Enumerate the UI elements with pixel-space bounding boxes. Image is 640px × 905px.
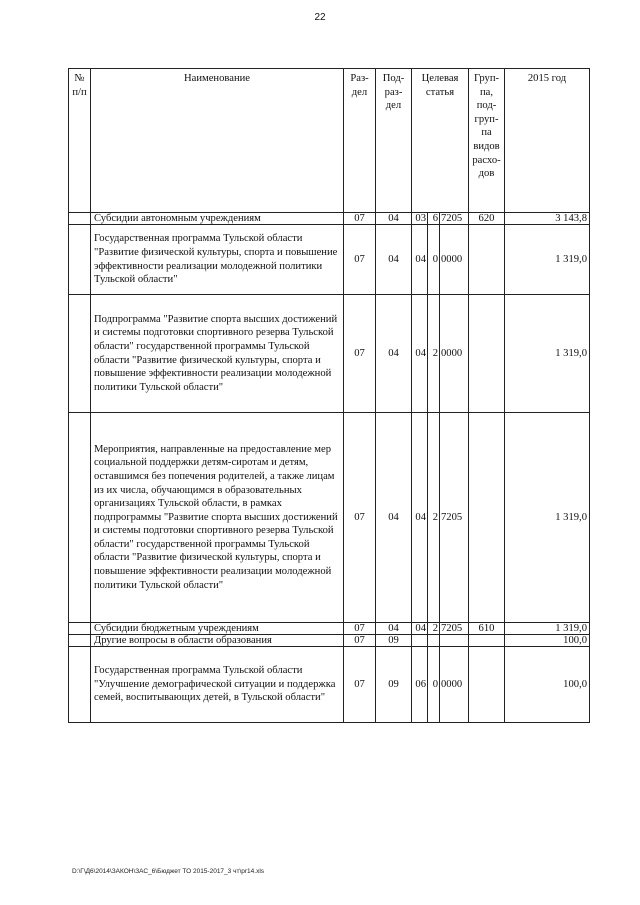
cell-num — [69, 213, 91, 225]
cell-cs1: 04 — [412, 295, 428, 413]
header-target: Целевая статья — [412, 69, 469, 213]
table-row — [69, 647, 590, 723]
cell-cs1: 03 — [412, 213, 428, 225]
cell-group — [469, 647, 505, 723]
cell-section: 07 — [344, 635, 376, 647]
cell-group: 620 — [469, 213, 505, 225]
cell-section: 07 — [344, 225, 376, 295]
cell-name: Субсидии автономным учреждениям — [91, 213, 344, 225]
cell-section: 07 — [344, 295, 376, 413]
header-group: Груп-па, под-груп-па видов расхо-дов — [469, 69, 505, 213]
cell-name: Государственная программа Тульской области "Развитие физической культуры, спорта и повышение эффективности реализации молодежной политики Тульской области" — [91, 225, 344, 295]
cell-group — [469, 635, 505, 647]
cell-subsection: 04 — [376, 225, 412, 295]
cell-amount: 1 319,0 — [505, 225, 590, 295]
cell-section: 07 — [344, 413, 376, 623]
cell-amount: 100,0 — [505, 647, 590, 723]
cell-subsection: 09 — [376, 635, 412, 647]
cell-group: 610 — [469, 623, 505, 635]
cell-amount: 3 143,8 — [505, 213, 590, 225]
cell-subsection: 04 — [376, 623, 412, 635]
header-section: Раз-дел — [344, 69, 376, 213]
cell-cs3: 0000 — [440, 295, 469, 413]
cell-cs2 — [428, 635, 440, 647]
cell-num — [69, 413, 91, 623]
cell-cs1: 04 — [412, 413, 428, 623]
header-year: 2015 год — [505, 69, 590, 213]
cell-cs2: 2 — [428, 413, 440, 623]
cell-cs1: 06 — [412, 647, 428, 723]
cell-cs2: 6 — [428, 213, 440, 225]
cell-subsection: 04 — [376, 213, 412, 225]
cell-name: Субсидии бюджетным учреждениям — [91, 623, 344, 635]
header-subsection: Под-раз-дел — [376, 69, 412, 213]
cell-num — [69, 623, 91, 635]
table-row — [69, 635, 590, 647]
table-row — [69, 623, 590, 635]
cell-amount: 100,0 — [505, 635, 590, 647]
cell-num — [69, 635, 91, 647]
cell-subsection: 04 — [376, 295, 412, 413]
cell-num — [69, 647, 91, 723]
cell-cs3: 7205 — [440, 623, 469, 635]
cell-cs3: 7205 — [440, 213, 469, 225]
budget-table — [68, 68, 590, 723]
table-row — [69, 413, 590, 623]
cell-subsection: 09 — [376, 647, 412, 723]
page-number: 22 — [314, 12, 326, 23]
cell-num — [69, 295, 91, 413]
header-num: № п/п — [69, 69, 91, 213]
cell-cs2: 0 — [428, 225, 440, 295]
cell-group — [469, 295, 505, 413]
cell-cs2: 0 — [428, 647, 440, 723]
cell-section: 07 — [344, 623, 376, 635]
table-row — [69, 225, 590, 295]
cell-group — [469, 225, 505, 295]
cell-cs2: 2 — [428, 295, 440, 413]
cell-num — [69, 225, 91, 295]
cell-cs3 — [440, 635, 469, 647]
cell-name: Мероприятия, направленные на предоставление мер социальной поддержки детям-сиротам и детям, оставшимся без попечения родителей, а также лицам из их числа, обучающимся в образовательных организациях Тульской области, в рамках подпрограммы "Развитие спорта высших достижений и системы подготовки спортивного резерва Тульской области" государственной программы Тульской области "Развитие физической культуры, спорта и повышение эффективности реализации молодежной политики Тульской области" — [91, 413, 344, 623]
cell-group — [469, 413, 505, 623]
cell-section: 07 — [344, 647, 376, 723]
footer-file-path: D:\Г\Д6\2014\ЗАКОН\ЗАС_6\Бюджет ТО 2015-2017_3 чт\pr14.xls — [72, 868, 265, 875]
cell-name: Другие вопросы в области образования — [91, 635, 344, 647]
cell-cs3: 0000 — [440, 647, 469, 723]
cell-amount: 1 319,0 — [505, 413, 590, 623]
table-row — [69, 213, 590, 225]
header-name: Наименование — [91, 69, 344, 213]
table-row — [69, 295, 590, 413]
cell-section: 07 — [344, 213, 376, 225]
cell-name: Государственная программа Тульской области "Улучшение демографической ситуации и поддержка семей, воспитывающих детей, в Тульской области" — [91, 647, 344, 723]
cell-cs1 — [412, 635, 428, 647]
cell-cs1: 04 — [412, 225, 428, 295]
cell-subsection: 04 — [376, 413, 412, 623]
cell-amount: 1 319,0 — [505, 623, 590, 635]
cell-cs3: 7205 — [440, 413, 469, 623]
table-header-row — [69, 69, 590, 213]
cell-amount: 1 319,0 — [505, 295, 590, 413]
cell-cs2: 2 — [428, 623, 440, 635]
cell-cs1: 04 — [412, 623, 428, 635]
cell-cs3: 0000 — [440, 225, 469, 295]
cell-name: Подпрограмма "Развитие спорта высших достижений и системы подготовки спортивного резерва Тульской области" государственной программы Тульской области "Развитие физической культуры, спорта и повышение эффективности реализации молодежной политики Тульской области" — [91, 295, 344, 413]
